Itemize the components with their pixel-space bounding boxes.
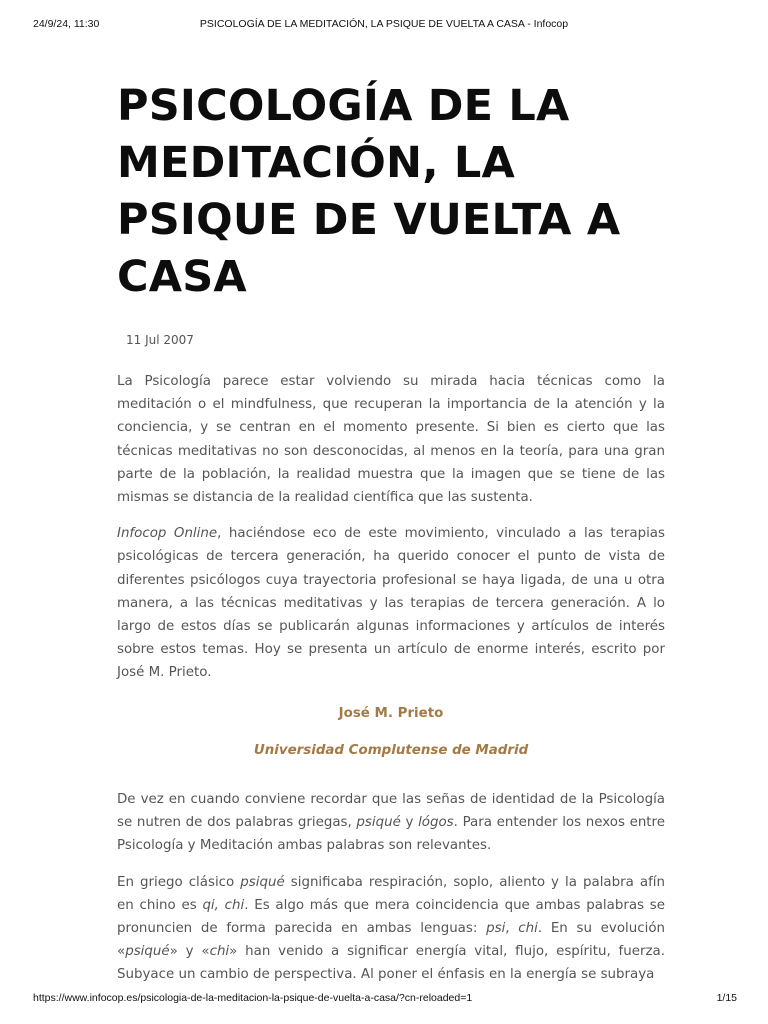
author-name: José M. Prieto <box>338 705 444 721</box>
paragraph-text: . En su evolución « <box>117 921 666 960</box>
title-line: PSIQUE DE VUELTA A <box>117 195 621 245</box>
paragraph-intro: La Psicología parece estar volviendo su mirada hacia técnicas como la meditación o el mindfulness, que recuperan la importancia de la atención y la conciencia, y se centran en el momento presente. Si bien es cierto que las técnicas meditativas no son desconocidas, al menos en la teoría, para una gran parte de la población, la realidad muestra que la imagen que se tiene de las mismas se distancia de la realidad científica que las sustenta. <box>117 374 665 506</box>
paragraph-text: , <box>505 921 519 937</box>
print-header <box>0 18 768 34</box>
emphasis: psiqué <box>240 874 285 890</box>
emphasis: psiqué <box>125 944 170 960</box>
emphasis: chi <box>209 944 230 960</box>
emphasis: psi <box>486 921 506 937</box>
paragraph-text: . Para entender los nexos entre Psicología y Meditación ambas palabras son relevantes. <box>117 815 666 854</box>
print-page-title: PSICOLOGÍA DE LA MEDITACIÓN, LA PSIQUE DE VUELTA A CASA - Infocop <box>199 18 569 30</box>
author-affiliation: Universidad Complutense de Madrid <box>253 742 529 758</box>
print-datetime: 24/9/24, 11:30 <box>33 18 100 30</box>
emphasis: psiqué <box>356 815 401 831</box>
emphasis: qi, chi <box>202 897 245 913</box>
title-line: MEDITACIÓN, LA <box>117 138 516 188</box>
print-url: https://www.infocop.es/psicologia-de-la-meditacion-la-psique-de-vuelta-a-casa/?cn-reloaded=1 <box>33 992 473 1004</box>
paragraph-text: . Es algo más que mera coincidencia que ambas palabras se pronuncien de forma parecida en ambas lenguas: <box>117 897 665 937</box>
emphasis: Infocop Online <box>117 526 218 542</box>
emphasis: lógos <box>418 815 454 831</box>
page-count: 1/15 <box>716 992 737 1004</box>
paragraph-psique <box>117 871 665 987</box>
paragraph-text: significaba respiración, soplo, aliento y la palabra afín en chino es <box>117 874 665 913</box>
publish-date: 11 Jul 2007 <box>126 333 194 347</box>
print-footer <box>0 992 768 1008</box>
paragraph-greek-words <box>117 788 665 858</box>
title-line: CASA <box>117 252 247 302</box>
paragraph-text: y <box>400 815 419 831</box>
paragraph-text: » han venido a significar energía vital, flujo, espíritu, fuerza. Subyace un cambio de perspectiva. Al poner el énfasis en la energía se subraya <box>117 944 665 983</box>
article <box>117 78 666 983</box>
article-body <box>117 370 665 1000</box>
emphasis: chi <box>518 921 538 937</box>
paragraph-text: En griego clásico <box>117 874 241 890</box>
article-title <box>117 78 665 306</box>
paragraph-infocop <box>117 522 665 684</box>
paragraph-text: » y « <box>169 944 210 960</box>
paragraph-text: De vez en cuando conviene recordar que las señas de identidad de la Psicología se nutren de dos palabras griegas, <box>117 792 665 831</box>
paragraph-text: , haciéndose eco de este movimiento, vinculado a las terapias psicológicas de tercera generación, ha querido conocer el punto de vista de diferentes psicólogos cuya trayectoria profesional se haya ligada, de una u otra manera, a las técnicas meditativas y las terapias de tercera generación. A lo largo de estos días se publicarán algunas informaciones y artículos de interés sobre estos temas. Hoy se presenta un artículo de enorme interés, escrito por José M. Prieto. <box>117 526 665 681</box>
title-line: PSICOLOGÍA DE LA <box>117 81 570 131</box>
